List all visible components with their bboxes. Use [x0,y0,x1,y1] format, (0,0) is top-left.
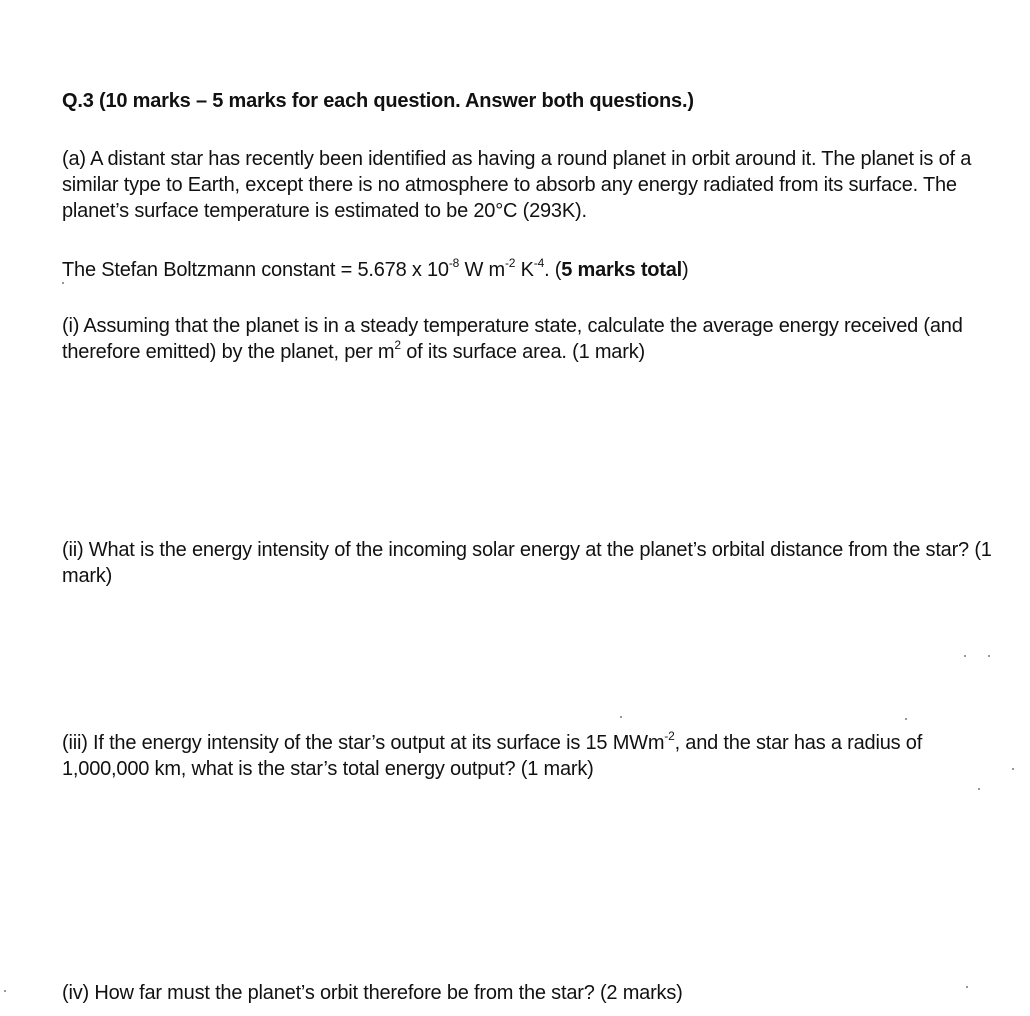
question-iii-text-end: , and the star has a radius of 1,000,000 km, what is the star’s total energy output? (1 mark) [62,732,923,780]
scan-speck [4,990,6,992]
question-iii-exponent: -2 [664,729,675,744]
scan-speck [1012,768,1014,770]
constant-exponent-3: -4 [533,256,545,271]
scan-speck [905,718,907,720]
scan-speck [62,282,64,284]
scan-speck [620,716,622,718]
question-i [62,313,1012,365]
constant-paren-close: ) [682,259,689,281]
scan-speck [988,655,990,657]
scan-speck [964,655,966,657]
constant-marks-total: 5 marks total [561,259,683,281]
stefan-boltzmann-constant [62,257,1012,283]
question-i-exponent: 2 [394,338,401,353]
scan-speck [978,788,980,790]
question-heading: Q.3 (10 marks – 5 marks for each question. Answer both questions.) [62,90,694,112]
question-iv: (iv) How far must the planet’s orbit therefore be from the star? (2 marks) [62,982,683,1004]
part-a-intro: (a) A distant star has recently been identified as having a round planet in orbit around it. The planet is of a similar type to Earth, except there is no atmosphere to absorb any energy radiated from its surface. The planet’s surface temperature is estimated to be 20°C (293K). [62,148,972,222]
constant-exponent-2: -2 [505,256,516,271]
question-ii: (ii) What is the energy intensity of the incoming solar energy at the planet’s orbital distance from the star? (1 mark) [62,539,992,587]
question-i-text-end: of its surface area. (1 mark) [400,341,645,363]
constant-prefix: The Stefan Boltzmann constant = 5.678 x 10 [62,259,449,281]
question-iii-text: (iii) If the energy intensity of the star’s output at its surface is 15 MWm [62,732,665,754]
constant-unit-w: W m [459,259,505,281]
question-iii [62,730,1012,782]
question-i-text: (i) Assuming that the planet is in a steady temperature state, calculate the average energy received (and therefore emitted) by the planet, per m [62,315,963,363]
constant-paren-open: . ( [544,259,562,281]
constant-unit-k: K [515,259,534,281]
scan-speck [966,986,968,988]
constant-exponent-1: -8 [448,256,460,271]
